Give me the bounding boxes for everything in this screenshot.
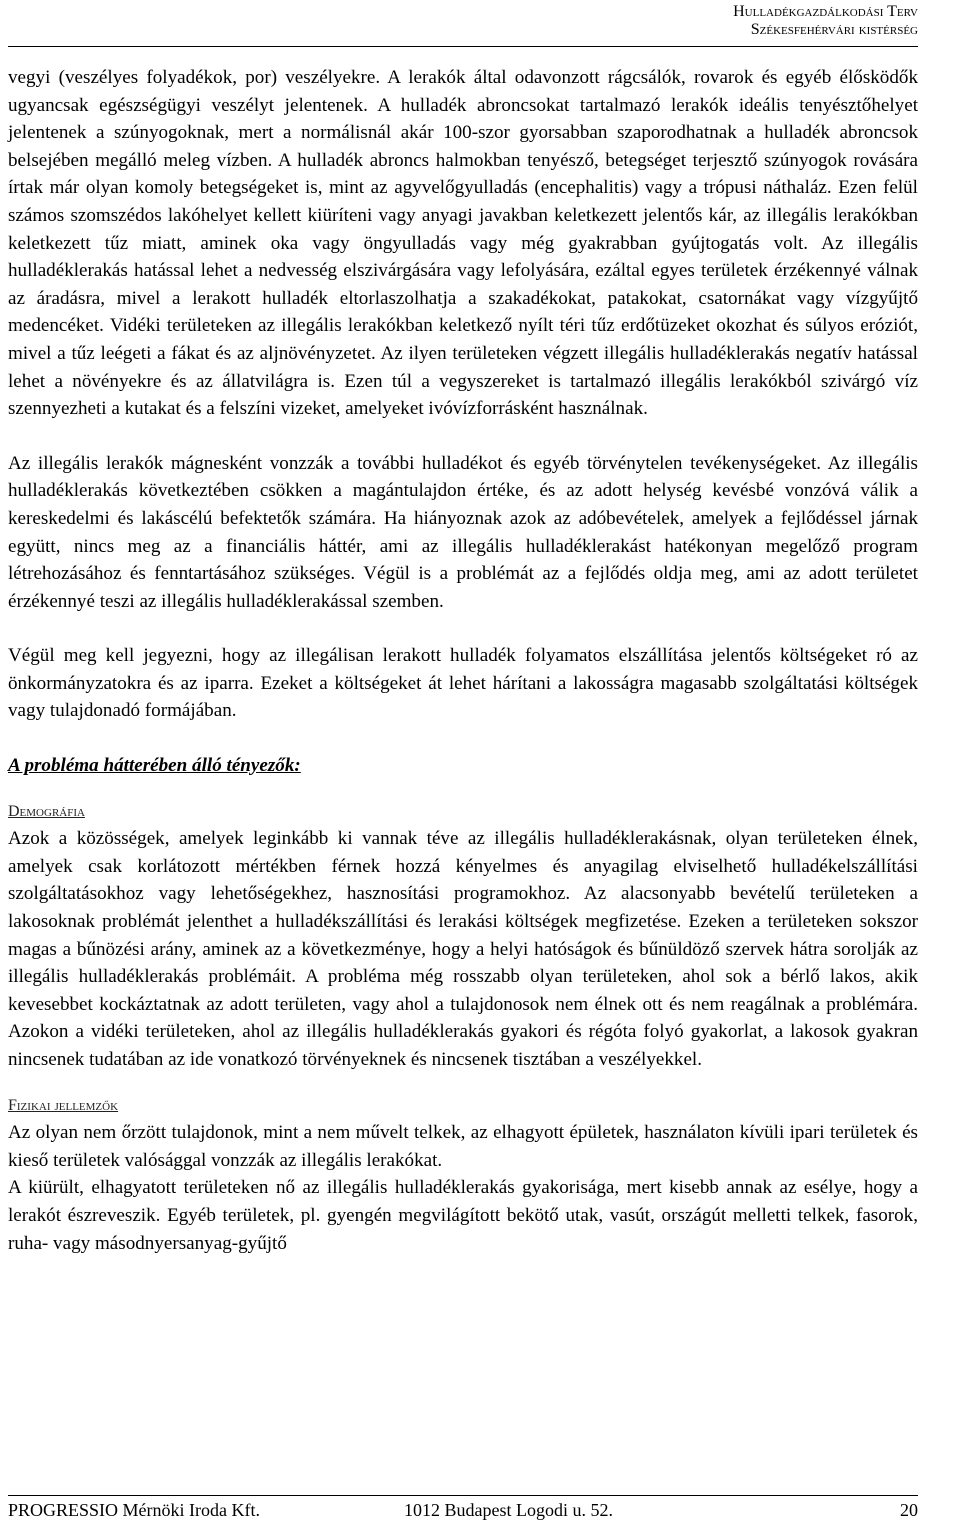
paragraph-3: Végül meg kell jegyezni, hogy az illegálisan lerakott hulladék folyamatos elszállítása jelentős költségeket ró az önkormányzatokra és az iparra. Ezeket a költségeket át lehet hárítani a lakosságra magasabb szolgáltatási költségek vagy tulajdonadó formájában.	[8, 645, 918, 722]
paragraph-6: A kiürült, elhagyatott területeken nő az illegális hulladéklerakás gyakorisága, mert kisebb annak az esélye, hogy a lerakót észreveszik. Egyéb területek, pl. gyengén megvilágított bekötő utak, vasút, országút melletti telkek, fasorok, ruha- vagy másodnyersanyag-gyűjtő	[8, 1177, 918, 1254]
paragraph-4: Azok a közösségek, amelyek leginkább ki vannak téve az illegális hulladéklerakásnak, olyan területeken élnek, amelyek csak korlátozott mértékben férnek hozzá kényelmes és anyagilag elviselhető hulladékelszállítási szolgáltatásokhoz vagy lehetőségekhez, hasznosítási programokhoz. Az alacsonyabb bevételű területeken a lakosoknak problémát jelenthet a hulladékszállítási és lerakási költségek megfizetése. Ezeken a területeken sokszor magas a bűnözési arány, aminek az a következménye, hogy a helyi hatóságok és bűnüldöző szervek hátra sorolják az illegális hulladéklerakás problémáit. A probléma még rosszabb olyan területeken, ahol sok a bérlő lakos, akik kevesebbet kockáztatnak az adott területen, vagy ahol a tulajdonosok nem élnek ott és nem reagálnak a problémára. Azokon a vidéki területeken, ahol az illegális hulladéklerakás gyakori és régóta folyó gyakorlat, a lakosok gyakran nincsenek tudatában az ide vonatkozó törvényeknek és nincsenek tisztában a veszélyekkel.	[8, 828, 918, 1070]
header-subtitle: Székesfehérvári kistérség	[750, 21, 918, 38]
body-text	[8, 64, 918, 1257]
header-title: Hulladékgazdálkodási Terv	[733, 3, 918, 20]
paragraph-2: Az illegális lerakók mágnesként vonzzák a további hulladékot és egyéb törvénytelen tevékenységeket. Az illegális hulladéklerakás következtében csökken a magántulajdon értéke, és az adott helység kevésbé vonzóvá válik a kereskedelmi és lakáscélú befektetők számára. Ha hiányoznak azok az adóbevételek, amelyek a fejlődéssel járnak együtt, nincs meg az a financiális háttér, ami az illegális hulladéklerakást hatékonyan megelőző program létrehozásához és fenntartásához szükséges. Végül is a problémát az a fejlődés oldja meg, ami az adott területet érzékennyé teszi az illegális hulladéklerakással szemben.	[8, 452, 918, 612]
paragraph-5: Az olyan nem őrzött tulajdonok, mint a nem művelt telkek, az elhagyott épületek, használaton kívüli ipari területek és kieső területek valósággal vonzzák az illegális lerakókat.	[8, 1122, 918, 1171]
footer-address: 1012 Budapest Logodi u. 52.	[404, 1500, 613, 1520]
footer-company: PROGRESSIO Mérnöki Iroda Kft.	[8, 1500, 260, 1520]
paragraph-1: vegyi (veszélyes folyadékok, por) veszélyekre. A lerakók által odavonzott rágcsálók, rovarok és egyéb élősködők ugyancsak egészségügyi veszélyt jelentenek. A hulladék abroncsokat tartalmazó lerakók ideális tenyésztőhelyet jelentenek a szúnyogoknak, mert a normálisnál akár 100-szor gyorsabban szaporodhatnak a hulladék abroncsok belsejében megálló meleg vízben. A hulladék abroncs halmokban tenyésző, betegséget terjesztő szúnyogok rovására írtak már olyan komoly betegségeket is, mint az agyvelőgyulladás (encephalitis) vagy a trópusi náthaláz. Ezen felül számos szomszédos lakóhelyet kellett kiüríteni vagy anyagi javakban keletkezett jelentős kár, az illegális lerakókban keletkezett tűz miatt, aminek oka vagy öngyulladás vagy még gyakrabban gyújtogatás volt. Az illegális hulladéklerakás hatással lehet a nedvesség elszivárgására vagy lefolyására, ezáltal egyes területek érzékennyé válnak az áradásra, mivel a lerakott hulladék eltorlaszolhatja a szakadékokat, patakokat, csatornákat vagy vízgyűjtő medencéket. Vidéki területeken az illegális lerakókban keletkező nyílt téri tűz erdőtüzeket okozhat és súlyos eróziót, mivel a tűz leégeti a fákat és az aljnövényzetet. Az ilyen területeken végzett illegális hulladéklerakás negatív hatással lehet a növényekre és az állatvilágra is. Ezen túl a vegyszereket is tartalmazó illegális lerakókból szivárgó víz szennyezheti a kutakat és a felszíni vizeket, amelyeket ivóvízforrásként használnak.	[8, 67, 918, 420]
subheading-demografia: Demográfia	[8, 802, 85, 820]
footer-rule	[8, 1495, 918, 1496]
section-heading: A probléma hátterében álló tényezők:	[8, 755, 301, 777]
header-rule	[8, 46, 918, 47]
page-number: 20	[900, 1500, 918, 1520]
document-page	[8, 0, 918, 1523]
subheading-fizikai-jellemzok: Fizikai jellemzők	[8, 1096, 119, 1114]
running-header	[733, 3, 918, 39]
